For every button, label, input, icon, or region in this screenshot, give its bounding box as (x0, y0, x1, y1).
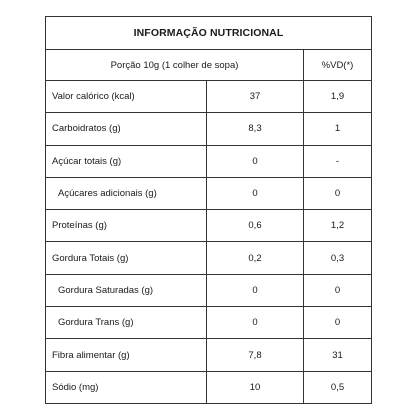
nutrient-name: Açúcar totais (g) (46, 146, 207, 177)
daily-value-header: %VD(*) (321, 59, 354, 71)
nutrient-daily-value: 31 (332, 349, 343, 361)
nutrition-facts-table (45, 16, 372, 404)
portion-label: Porção 10g (1 colher de sopa) (46, 50, 304, 80)
table-row (46, 339, 371, 371)
nutrient-daily-value: 0,5 (330, 381, 345, 393)
table-row (46, 307, 371, 339)
nutrient-amount: 10 (207, 372, 304, 403)
nutrient-amount: 0,2 (207, 242, 304, 273)
nutrient-daily-value: 1,9 (330, 91, 345, 103)
nutrient-daily-value: 0 (334, 284, 341, 296)
nutrient-name: Gordura Totais (g) (46, 242, 207, 273)
nutrient-name: Açúcares adicionais (g) (46, 178, 207, 209)
nutrient-daily-value: - (335, 155, 340, 167)
nutrient-amount: 0 (207, 307, 304, 338)
table-row (46, 372, 371, 403)
nutrient-amount: 8,3 (207, 113, 304, 144)
nutrient-name: Gordura Saturadas (g) (46, 275, 207, 306)
table-row (46, 242, 371, 274)
nutrient-amount: 0 (207, 178, 304, 209)
nutrient-amount: 0 (207, 275, 304, 306)
table-header-row (46, 50, 371, 81)
table-row (46, 210, 371, 242)
nutrient-name: Fibra alimentar (g) (46, 339, 207, 370)
nutrient-rows (46, 81, 371, 403)
nutrient-name: Valor calórico (kcal) (46, 81, 207, 112)
nutrient-daily-value: 1,2 (330, 220, 345, 232)
nutrient-daily-value: 0 (334, 317, 341, 329)
nutrient-amount: 37 (207, 81, 304, 112)
nutrient-amount: 7,8 (207, 339, 304, 370)
table-title-row (46, 17, 371, 50)
table-row (46, 178, 371, 210)
table-row (46, 81, 371, 113)
nutrient-name: Sódio (mg) (46, 372, 207, 403)
table-row (46, 275, 371, 307)
table-title: INFORMAÇÃO NUTRICIONAL (133, 27, 284, 39)
nutrient-name: Gordura Trans (g) (46, 307, 207, 338)
nutrient-amount: 0,6 (207, 210, 304, 241)
nutrient-daily-value: 0 (334, 188, 341, 200)
table-row (46, 113, 371, 145)
nutrient-name: Carboidratos (g) (46, 113, 207, 144)
nutrient-daily-value: 0,3 (330, 252, 345, 264)
nutrient-amount: 0 (207, 146, 304, 177)
table-row (46, 146, 371, 178)
nutrient-daily-value: 1 (334, 123, 341, 135)
nutrient-name: Proteínas (g) (46, 210, 207, 241)
